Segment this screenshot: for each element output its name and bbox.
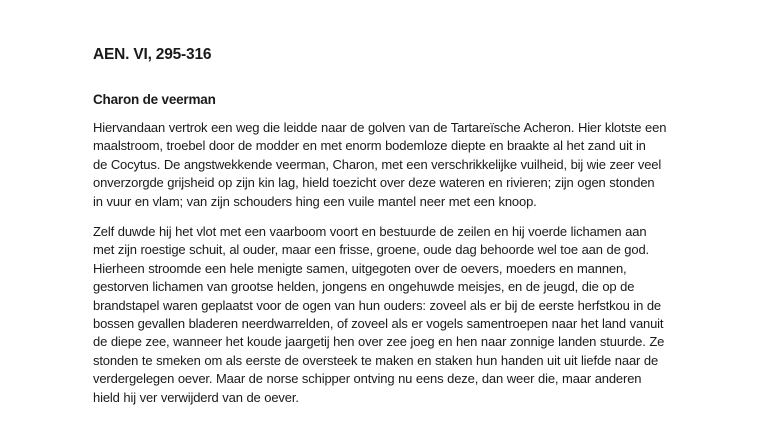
text-line: brandstapel waren geplaatst voor de ogen van hun ouders: zoveel als er bij de eerste herfstkou in de: [93, 297, 661, 313]
text-line: hield hij ver verwijderd van de oever.: [93, 389, 299, 405]
text-line: in vuur en vlam; van zijn schouders hing een vuile mantel neer met een knoop.: [93, 193, 537, 209]
paragraph-2: [93, 223, 713, 407]
text-line: Hiervandaan vertrok een weg die leidde naar de golven van de Tartareïsche Acheron. Hier klotste een: [93, 120, 667, 135]
text-line: verdergelegen oever. Maar de norse schipper ontving nu eens deze, dan weer die, maar anderen: [93, 371, 642, 387]
section-title: Charon de veerman: [93, 92, 216, 107]
document-title: AEN. VI, 295-316: [93, 46, 212, 63]
text-line: bossen gevallen bladeren neerdwarrelden, of zoveel als er vogels samentroepen naar het land vanuit: [93, 316, 664, 332]
text-line: met zijn roestige schuit, al ouder, maar een frisse, groene, oude dag behoorde wel toe aan de god.: [93, 242, 650, 258]
text-line: onverzorgde grijsheid op zijn kin lag, hield toezicht over deze wateren en rivieren; zijn ogen stonden: [93, 175, 655, 191]
text-line: de Cocytus. De angstwekkende veerman, Charon, met een verschrikkelijke vuilheid, bij wie zeer veel: [93, 156, 662, 172]
text-line: gestorven lichamen van grootse helden, jongens en ongehuwde meisjes, en de jeugd, die op de: [93, 279, 635, 295]
paragraph-1: [93, 119, 713, 211]
text-line: Zelf duwde hij het vlot met een vaarboom voort en bestuurde de zeilen en hij voerde lichamen aan: [93, 224, 647, 240]
document-page: [93, 44, 713, 407]
text-line: Hierheen stroomde een hele menigte samen, uitgegoten over de oevers, moeders en mannen,: [93, 260, 627, 276]
text-line: stonden te smeken om als eerste de oversteek te maken en staken hun handen uit uit liefde naar de: [93, 352, 659, 368]
text-line: de diepe zee, wanneer het koude jaargetij hen over zee joeg en hen naar zonnige landen stuurde. Ze: [93, 334, 665, 350]
text-line: maalstroom, troebel door de modder en met enorm bodemloze diepte en braakte al het zand uit in: [93, 138, 646, 154]
